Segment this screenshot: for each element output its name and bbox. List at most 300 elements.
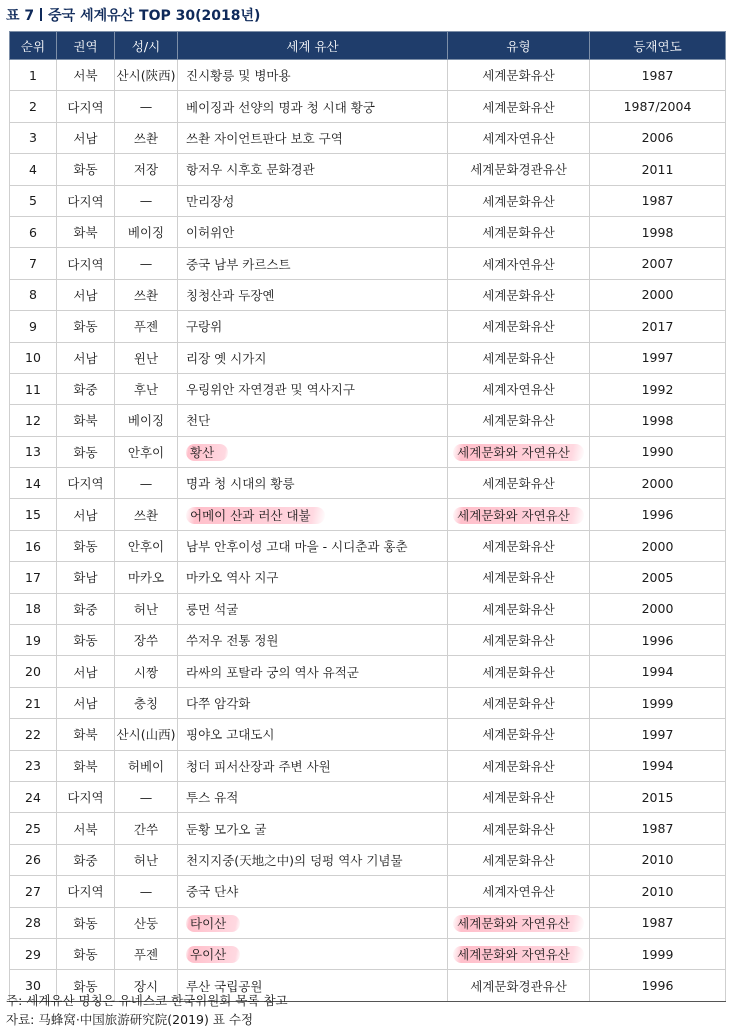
table-row	[10, 530, 726, 561]
cell-region-text: 서남	[73, 696, 98, 711]
cell-rank-text: 30	[25, 978, 41, 994]
table-notes	[6, 991, 288, 1029]
cell-region-text: 화동	[73, 947, 98, 963]
cell-type-text: 세계문화유산	[482, 664, 555, 680]
cell-region-text: 화동	[73, 978, 98, 994]
cell-year-text: 1996	[641, 507, 674, 523]
cell-year-text: 1998	[641, 224, 674, 240]
cell-rank	[10, 562, 57, 593]
cell-region-text: 다지역	[67, 193, 104, 209]
cell-site-text: 투스 유적	[186, 790, 239, 806]
cell-province	[115, 844, 178, 875]
cell-rank	[10, 60, 57, 91]
cell-type	[448, 625, 590, 656]
source-text: 자료: 马蜂窝·中国旅游研究院(2019) 표 수정	[6, 1012, 254, 1027]
cell-province	[115, 750, 178, 781]
cell-rank-text: 23	[25, 758, 41, 774]
cell-site-text: 둔황 모가오 굴	[186, 821, 267, 837]
table-row	[10, 373, 726, 404]
cell-rank	[10, 499, 57, 530]
cell-rank	[10, 625, 57, 656]
cell-year	[590, 122, 726, 153]
cell-type-text: 세계문화유산	[482, 539, 555, 555]
cell-site	[178, 844, 448, 875]
table-title-text: 중국 세계유산 TOP 30(2018년)	[48, 8, 261, 24]
cell-year	[590, 750, 726, 781]
cell-region-text: 서남	[73, 664, 98, 680]
cell-province	[115, 436, 178, 467]
cell-site-text: 만리장성	[186, 193, 235, 209]
cell-province	[115, 91, 178, 122]
cell-year-text: 1999	[641, 695, 674, 711]
cell-province	[115, 342, 178, 373]
cell-region-text: 서남	[73, 287, 98, 303]
cell-rank	[10, 593, 57, 624]
cell-type-text: 세계문화와 자연유산	[453, 507, 584, 524]
table-row	[10, 750, 726, 781]
cell-province	[115, 248, 178, 279]
cell-region	[57, 185, 115, 216]
cell-type	[448, 154, 590, 185]
table-row	[10, 216, 726, 247]
cell-province	[115, 279, 178, 310]
cell-province-text: 쓰촨	[133, 130, 159, 146]
cell-year-text: 1994	[641, 664, 674, 680]
cell-year-text: 1999	[641, 946, 674, 962]
cell-region-text: 서남	[73, 507, 98, 523]
cell-province	[115, 311, 178, 342]
cell-rank	[10, 687, 57, 718]
cell-year-text: 2000	[641, 538, 674, 554]
cell-region-text: 화북	[73, 727, 98, 743]
cell-region-text: 서북	[73, 821, 98, 837]
cell-rank-text: 24	[25, 789, 41, 805]
cell-province	[115, 593, 178, 624]
cell-rank	[10, 279, 57, 310]
cell-year	[590, 311, 726, 342]
cell-year	[590, 938, 726, 969]
cell-province	[115, 625, 178, 656]
cell-province	[115, 499, 178, 530]
cell-type-text: 세계문화유산	[482, 852, 555, 868]
cell-year	[590, 562, 726, 593]
cell-rank	[10, 342, 57, 373]
cell-type	[448, 468, 590, 499]
cell-type	[448, 687, 590, 718]
cell-site	[178, 562, 448, 593]
cell-type-text: 세계문화유산	[482, 476, 555, 492]
cell-type	[448, 844, 590, 875]
cell-site	[178, 248, 448, 279]
cell-province	[115, 530, 178, 561]
cell-rank	[10, 781, 57, 812]
cell-province-text: 산시(山西)	[116, 727, 176, 743]
cell-province-text: —	[139, 193, 153, 209]
cell-rank-text: 22	[25, 726, 41, 742]
table-row	[10, 248, 726, 279]
cell-rank-text: 12	[25, 412, 41, 428]
cell-type-text: 세계문화와 자연유산	[453, 915, 584, 932]
cell-site-text: 쓰촨 자이언트판다 보호 구역	[186, 130, 343, 146]
cell-type	[448, 311, 590, 342]
cell-site	[178, 593, 448, 624]
table-row	[10, 813, 726, 844]
cell-rank-text: 6	[29, 224, 37, 240]
cell-province-text: —	[139, 475, 153, 491]
cell-type-text: 세계자연유산	[482, 884, 555, 900]
cell-region-text: 화북	[73, 225, 98, 241]
cell-type-text: 세계문화유산	[482, 350, 555, 366]
cell-year	[590, 405, 726, 436]
table-row	[10, 625, 726, 656]
column-header-rank: 순위	[10, 32, 57, 60]
cell-site-text: 타이산	[186, 915, 240, 932]
cell-region-text: 서남	[73, 130, 98, 146]
cell-year	[590, 970, 726, 1001]
cell-province-text: —	[139, 789, 153, 805]
table-row	[10, 342, 726, 373]
cell-province-text: 쓰촨	[133, 287, 159, 303]
cell-rank-text: 28	[25, 915, 41, 931]
cell-year	[590, 342, 726, 373]
cell-rank	[10, 122, 57, 153]
table-row	[10, 311, 726, 342]
cell-province	[115, 468, 178, 499]
cell-region	[57, 122, 115, 153]
cell-year	[590, 468, 726, 499]
cell-year	[590, 185, 726, 216]
cell-year-text: 1992	[641, 381, 674, 397]
cell-site	[178, 342, 448, 373]
cell-type	[448, 91, 590, 122]
table-title	[6, 4, 260, 28]
cell-year	[590, 373, 726, 404]
cell-province-text: 허난	[133, 852, 159, 868]
cell-year-text: 1994	[641, 758, 674, 774]
cell-year	[590, 154, 726, 185]
cell-year-text: 1987	[641, 193, 674, 209]
table-row	[10, 436, 726, 467]
cell-year-text: 1996	[641, 632, 674, 648]
cell-year-text: 2007	[641, 256, 674, 272]
cell-type	[448, 216, 590, 247]
cell-site	[178, 938, 448, 969]
cell-province-text: 윈난	[133, 350, 159, 366]
cell-region	[57, 499, 115, 530]
cell-region	[57, 687, 115, 718]
cell-site-text: 마카오 역사 지구	[186, 570, 279, 586]
cell-rank-text: 26	[25, 852, 41, 868]
cell-type-text: 세계문화와 자연유산	[453, 444, 584, 461]
cell-site	[178, 122, 448, 153]
cell-province-text: 산시(陝西)	[116, 68, 176, 84]
cell-rank-text: 10	[25, 350, 41, 366]
cell-site-text: 천단	[186, 413, 211, 429]
cell-province-text: 저장	[133, 162, 159, 178]
cell-province-text: 산둥	[133, 915, 159, 931]
cell-site	[178, 625, 448, 656]
cell-year	[590, 91, 726, 122]
cell-province-text: 장시	[133, 978, 159, 994]
cell-province-text: 허베이	[127, 758, 165, 774]
cell-type-text: 세계문화유산	[482, 727, 555, 743]
cell-type	[448, 813, 590, 844]
cell-site-text: 남부 안후이성 고대 마을 - 시디춘과 홍춘	[186, 539, 408, 555]
cell-region	[57, 844, 115, 875]
cell-rank-text: 4	[29, 161, 37, 177]
cell-site	[178, 185, 448, 216]
cell-rank-text: 27	[25, 883, 41, 899]
cell-site	[178, 781, 448, 812]
cell-site-text: 핑야오 고대도시	[186, 727, 275, 743]
cell-region-text: 화북	[73, 758, 98, 774]
cell-site-text: 리장 옛 시가지	[186, 350, 267, 366]
table-row	[10, 844, 726, 875]
cell-region	[57, 468, 115, 499]
cell-type-text: 세계자연유산	[482, 256, 555, 272]
cell-rank	[10, 844, 57, 875]
cell-type-text: 세계문화유산	[482, 633, 555, 649]
cell-site-text: 우링위안 자연경관 및 역사지구	[186, 382, 355, 398]
table-row	[10, 91, 726, 122]
cell-year	[590, 216, 726, 247]
cell-site	[178, 154, 448, 185]
column-header-year: 등재연도	[590, 32, 726, 60]
cell-rank	[10, 185, 57, 216]
cell-site	[178, 719, 448, 750]
cell-year	[590, 60, 726, 91]
cell-region	[57, 530, 115, 561]
cell-type	[448, 122, 590, 153]
cell-rank	[10, 656, 57, 687]
cell-rank	[10, 907, 57, 938]
cell-site-text: 룽먼 석굴	[186, 601, 239, 617]
cell-region	[57, 405, 115, 436]
cell-region-text: 다지역	[67, 790, 104, 806]
cell-rank-text: 29	[25, 946, 41, 962]
cell-year-text: 2011	[641, 161, 674, 177]
cell-region-text: 화중	[73, 382, 98, 398]
cell-province	[115, 60, 178, 91]
cell-region-text: 다지역	[67, 256, 104, 272]
cell-site	[178, 907, 448, 938]
cell-type	[448, 248, 590, 279]
cell-region-text: 화남	[73, 570, 98, 586]
cell-site-text: 어메이 산과 러산 대불	[186, 507, 325, 524]
cell-site	[178, 687, 448, 718]
cell-province	[115, 876, 178, 907]
cell-province-text: 허난	[133, 601, 159, 617]
cell-year-text: 2000	[641, 601, 674, 617]
title-divider	[40, 8, 42, 21]
cell-type-text: 세계문화유산	[482, 570, 555, 586]
cell-type	[448, 279, 590, 310]
cell-site-text: 루산 국립공원	[186, 978, 263, 994]
table-row	[10, 562, 726, 593]
cell-type-text: 세계문화유산	[482, 821, 555, 837]
cell-province	[115, 562, 178, 593]
cell-year	[590, 436, 726, 467]
cell-type-text: 세계문화유산	[482, 601, 555, 617]
cell-region	[57, 907, 115, 938]
cell-site	[178, 311, 448, 342]
cell-province-text: 쓰촨	[133, 507, 159, 523]
cell-type-text: 세계문화유산	[482, 696, 555, 711]
heritage-table	[9, 31, 726, 1002]
cell-region-text: 화동	[73, 915, 98, 931]
cell-rank	[10, 91, 57, 122]
cell-province-text: —	[139, 99, 153, 115]
cell-province-text: 푸젠	[133, 319, 159, 335]
column-header-site: 세계 유산	[178, 32, 448, 60]
cell-rank	[10, 750, 57, 781]
cell-region-text: 다지역	[67, 476, 104, 492]
cell-year	[590, 248, 726, 279]
cell-site	[178, 813, 448, 844]
cell-province-text: 안후이	[127, 444, 165, 460]
cell-region-text: 화동	[73, 162, 98, 178]
cell-site-text: 청더 피서산장과 주변 사원	[186, 758, 331, 774]
cell-site	[178, 405, 448, 436]
cell-rank-text: 20	[25, 664, 41, 680]
cell-region	[57, 154, 115, 185]
column-header-type: 유형	[448, 32, 590, 60]
cell-type	[448, 750, 590, 781]
cell-province	[115, 373, 178, 404]
cell-year	[590, 781, 726, 812]
cell-province	[115, 216, 178, 247]
cell-site	[178, 216, 448, 247]
table-row	[10, 593, 726, 624]
column-header-region: 권역	[57, 32, 115, 60]
note-text: 주: 세계유산 명칭은 유네스코 한국위원회 목록 참고	[6, 993, 288, 1008]
cell-site	[178, 530, 448, 561]
cell-province-text: 푸젠	[133, 947, 159, 963]
cell-year-text: 2006	[641, 130, 674, 146]
cell-province-text: —	[139, 256, 153, 272]
cell-site-text: 명과 청 시대의 황릉	[186, 476, 295, 492]
cell-region-text: 화동	[73, 319, 98, 335]
cell-region	[57, 60, 115, 91]
cell-rank-text: 13	[25, 444, 41, 460]
cell-region	[57, 373, 115, 404]
cell-rank-text: 17	[25, 569, 41, 585]
cell-site	[178, 373, 448, 404]
cell-site-text: 중국 단샤	[186, 884, 239, 900]
cell-region-text: 화중	[73, 601, 98, 617]
cell-rank-text: 5	[29, 193, 37, 209]
cell-site	[178, 60, 448, 91]
cell-type	[448, 781, 590, 812]
table-row	[10, 499, 726, 530]
cell-province	[115, 185, 178, 216]
cell-region-text: 서남	[73, 350, 98, 366]
cell-province	[115, 719, 178, 750]
cell-year	[590, 530, 726, 561]
cell-site	[178, 656, 448, 687]
cell-type	[448, 562, 590, 593]
cell-type	[448, 719, 590, 750]
cell-rank	[10, 530, 57, 561]
cell-type-text: 세계문화유산	[482, 287, 555, 303]
cell-site-text: 베이징과 선양의 명과 청 시대 황궁	[186, 99, 375, 115]
cell-year	[590, 625, 726, 656]
cell-region-text: 다지역	[67, 884, 104, 900]
table-row	[10, 876, 726, 907]
cell-region	[57, 938, 115, 969]
table-row	[10, 154, 726, 185]
cell-year-text: 1987/2004	[623, 99, 692, 115]
cell-type	[448, 970, 590, 1001]
cell-region	[57, 279, 115, 310]
cell-region	[57, 436, 115, 467]
cell-year	[590, 876, 726, 907]
cell-site-text: 라싸의 포탈라 궁의 역사 유적군	[186, 664, 359, 680]
cell-year-text: 1987	[641, 915, 674, 931]
cell-region-text: 화중	[73, 852, 98, 868]
cell-province	[115, 813, 178, 844]
cell-region-text: 서북	[73, 68, 98, 84]
cell-rank	[10, 813, 57, 844]
cell-region-text: 화동	[73, 539, 98, 555]
cell-year	[590, 279, 726, 310]
cell-type-text: 세계문화경관유산	[470, 978, 567, 994]
cell-rank-text: 18	[25, 601, 41, 617]
cell-province-text: 안후이	[127, 539, 165, 555]
cell-province-text: 시짱	[133, 664, 159, 680]
cell-province-text: 장쑤	[133, 633, 159, 649]
cell-rank-text: 9	[29, 318, 37, 334]
cell-rank	[10, 405, 57, 436]
cell-year	[590, 907, 726, 938]
table-row	[10, 907, 726, 938]
cell-type-text: 세계문화와 자연유산	[453, 946, 584, 963]
cell-rank-text: 3	[29, 130, 37, 146]
cell-rank-text: 15	[25, 507, 41, 523]
cell-year-text: 2010	[641, 883, 674, 899]
cell-province-text: 충칭	[133, 696, 159, 711]
cell-site-text: 항저우 시후호 문화경관	[186, 162, 315, 178]
cell-site-text: 천지지중(天地之中)의 덩펑 역사 기념물	[186, 852, 403, 868]
cell-year	[590, 499, 726, 530]
cell-rank-text: 16	[25, 538, 41, 554]
cell-year-text: 2010	[641, 852, 674, 868]
cell-rank	[10, 311, 57, 342]
cell-region	[57, 216, 115, 247]
table-row	[10, 656, 726, 687]
cell-type-text: 세계문화유산	[482, 68, 555, 84]
cell-site	[178, 91, 448, 122]
cell-region	[57, 91, 115, 122]
cell-region	[57, 342, 115, 373]
cell-type	[448, 405, 590, 436]
cell-site-text: 다쭈 암각화	[186, 696, 251, 711]
table-row	[10, 687, 726, 718]
cell-type-text: 세계문화유산	[482, 99, 555, 115]
cell-province	[115, 907, 178, 938]
cell-site	[178, 499, 448, 530]
cell-province	[115, 687, 178, 718]
cell-type	[448, 876, 590, 907]
cell-rank-text: 19	[25, 632, 41, 648]
cell-type-text: 세계문화유산	[482, 413, 555, 429]
cell-site-text: 황산	[186, 444, 228, 461]
cell-region	[57, 813, 115, 844]
cell-region-text: 화동	[73, 633, 98, 649]
cell-year	[590, 719, 726, 750]
cell-region	[57, 719, 115, 750]
cell-site	[178, 468, 448, 499]
